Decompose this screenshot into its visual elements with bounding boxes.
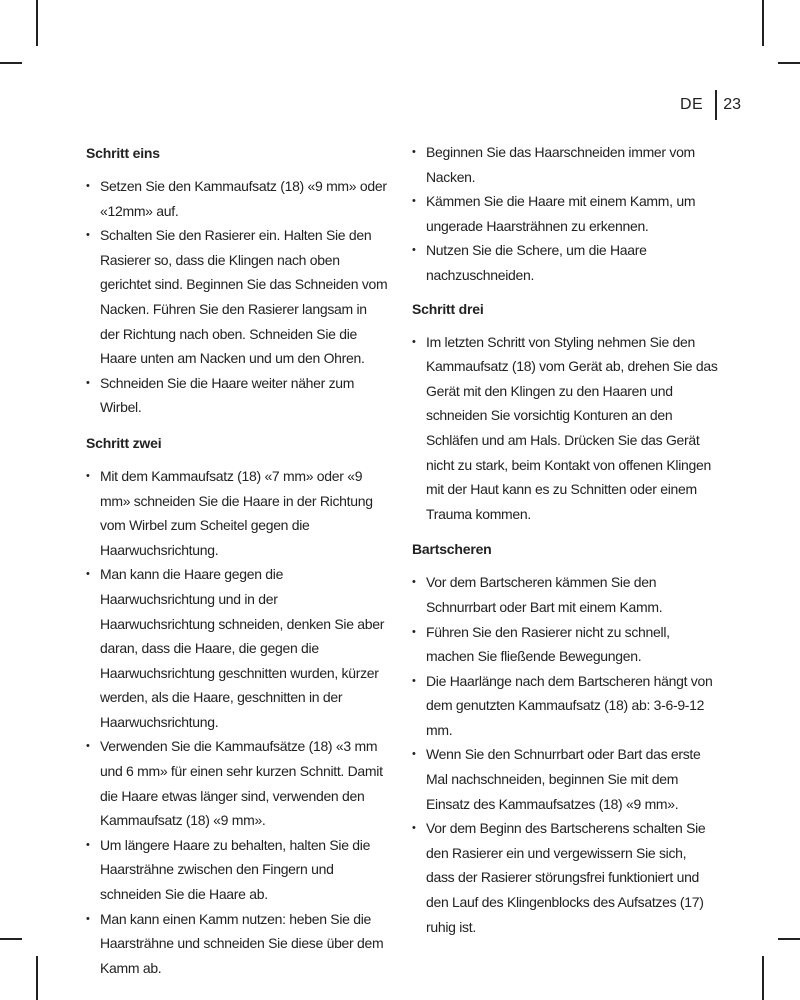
list-item: • Vor dem Beginn des Bartscherens schalten Sie den Rasierer ein und vergewissern Sie sich, dass der Rasierer störungsfrei funktioniert und den Lauf des Klingenblocks des Aufsatzes (17) ruhig ist.	[412, 816, 718, 939]
list-item: • Wenn Sie den Schnurrbart oder Bart das erste Mal nachschneiden, beginnen Sie mit dem Einsatz des Kammaufsatzes (18) «9 mm».	[412, 742, 718, 816]
list-item: • Im letzten Schritt von Styling nehmen Sie den Kammaufsatz (18) vom Gerät ab, drehen Sie das Gerät mit den Klingen zu den Haaren und schneiden Sie vorsichtig Konturen an den Schläfen und am Hals. Drücken Sie das Gerät nicht zu stark, beim Kontakt von offenen Klingen mit der Haut kann es zu Schnitten oder einem Trauma kommen.	[412, 330, 718, 527]
list-item: • Führen Sie den Rasierer nicht zu schnell, machen Sie fließende Bewegungen.	[412, 620, 718, 669]
list-item: • Die Haarlänge nach dem Bartscheren hängt von dem genutzten Kammaufsatz (18) ab: 3-6-9-12 mm.	[412, 669, 718, 743]
crop-mark-top-left-horizontal	[0, 62, 22, 64]
crop-mark-top-right-horizontal	[778, 62, 800, 64]
bullet-list	[86, 464, 388, 980]
list-item: • Man kann die Haare gegen die Haarwuchsrichtung und in der Haarwuchsrichtung schneiden, denken Sie aber daran, dass die Haare, die gegen die Haarwuchsrichtung geschnitten wurden, kürzer werden, als die Haare, geschnitten in der Haarwuchsrichtung.	[86, 562, 388, 734]
list-item: • Schalten Sie den Rasierer ein. Halten Sie den Rasierer so, dass die Klingen nach oben gerichtet sind. Beginnen Sie das Schneiden vom Nacken. Führen Sie den Rasierer langsam in der Richtung nach oben. Schneiden Sie die Haare unten am Nacken und um den Ohren.	[86, 223, 388, 371]
page-number: 23	[723, 96, 742, 113]
section-schritt-eins	[86, 140, 388, 420]
list-item: • Nutzen Sie die Schere, um die Haare nachzuschneiden.	[412, 238, 718, 287]
crop-mark-bottom-left-vertical	[36, 956, 38, 1000]
bullet-list	[412, 330, 718, 527]
section-heading: Schritt eins	[86, 145, 160, 161]
list-item: • Schneiden Sie die Haare weiter näher zum Wirbel.	[86, 371, 388, 420]
crop-mark-top-left-vertical	[36, 0, 38, 46]
section-schritt-zwei	[86, 430, 388, 980]
list-item: • Um längere Haare zu behalten, halten Sie die Haarsträhne zwischen den Fingern und schneiden Sie die Haare ab.	[86, 833, 388, 907]
header-divider	[715, 90, 717, 120]
list-item: • Setzen Sie den Kammaufsatz (18) «9 mm» oder «12mm» auf.	[86, 174, 388, 223]
crop-mark-bottom-right-horizontal	[778, 938, 800, 940]
bullet-list-continued	[412, 140, 718, 288]
language-code: DE	[680, 96, 704, 113]
list-item: • Man kann einen Kamm nutzen: heben Sie die Haarsträhne und schneiden Sie diese über dem Kamm ab.	[86, 907, 388, 981]
crop-mark-bottom-right-vertical	[762, 956, 764, 1000]
right-column	[412, 140, 718, 949]
section-heading: Schritt zwei	[86, 434, 162, 451]
left-column	[86, 140, 388, 990]
crop-mark-bottom-left-horizontal	[0, 938, 22, 940]
section-heading: Schritt drei	[412, 300, 484, 317]
section-heading: Bartscheren	[412, 541, 492, 558]
list-item: • Kämmen Sie die Haare mit einem Kamm, um ungerade Haarsträhnen zu erkennen.	[412, 189, 718, 238]
section-bartscheren	[412, 536, 718, 939]
list-item: • Vor dem Bartscheren kämmen Sie den Schnurrbart oder Bart mit einem Kamm.	[412, 570, 718, 619]
bullet-list	[412, 570, 718, 939]
page-header	[680, 90, 741, 120]
crop-mark-top-right-vertical	[762, 0, 764, 46]
list-item: • Beginnen Sie das Haarschneiden immer vom Nacken.	[412, 140, 718, 189]
list-item: • Mit dem Kammaufsatz (18) «7 mm» oder «9 mm» schneiden Sie die Haare in der Richtung vom Wirbel zum Scheitel gegen die Haarwuchsrichtung.	[86, 464, 388, 562]
list-item: • Verwenden Sie die Kammaufsätze (18) «3 mm und 6 mm» für einen sehr kurzen Schnitt. Damit die Haare etwas länger sind, verwenden den Kammaufsatz (18) «9 mm».	[86, 734, 388, 832]
bullet-list	[86, 174, 388, 420]
section-schritt-drei	[412, 296, 718, 527]
